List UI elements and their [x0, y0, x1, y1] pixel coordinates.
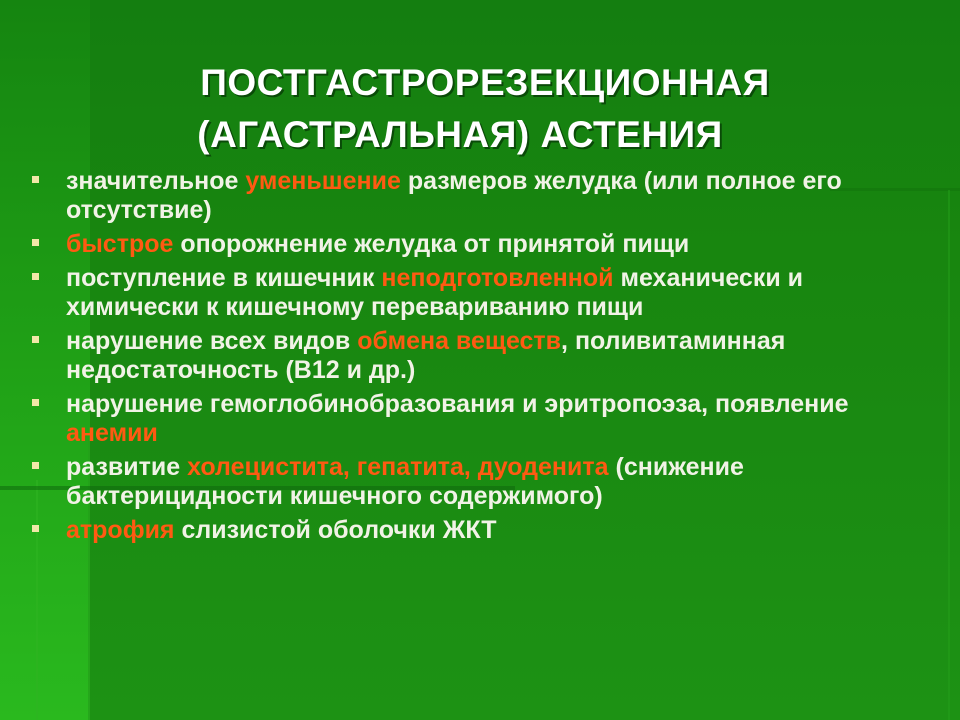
bullet-square-icon [32, 462, 39, 469]
bullet-item [30, 230, 930, 259]
bullet-text: значительное [66, 167, 246, 195]
bullet-text: поступление в кишечник [66, 264, 382, 292]
highlighted-text: атрофия [66, 516, 175, 544]
bullet-square-icon [32, 336, 39, 343]
bullet-text: опорожнение желудка от принятой пищи [173, 230, 690, 258]
bullet-square-icon [32, 176, 39, 183]
highlighted-text: обмена веществ [357, 327, 562, 355]
bullet-text: (снижение бактерицидности кишечного содержимого) [66, 453, 744, 510]
bullet-text: механически и химически к кишечному перевариванию пищи [66, 264, 804, 321]
slide-title-line-2: (АГАСТРАЛЬНАЯ) АСТЕНИЯ [197, 113, 723, 155]
bullet-item [30, 167, 930, 225]
bullet-square-icon [32, 239, 39, 246]
bullet-item [30, 516, 930, 545]
slide-title-line-1: ПОСТГАСТРОРЕЗЕКЦИОННАЯ [200, 61, 770, 103]
bullet-text: слизистой оболочки ЖКТ [174, 516, 497, 544]
bullet-square-icon [32, 273, 39, 280]
decorative-line [948, 190, 950, 720]
highlighted-text: быстрое [66, 230, 174, 258]
highlighted-text: уменьшение [245, 167, 401, 195]
bullet-list [30, 167, 930, 550]
bullet-text: нарушение гемоглобинобразования и эритропоэза, появление [66, 390, 849, 418]
highlighted-text: анемии [66, 419, 158, 447]
bullet-text: , поливитаминная недостаточность (В12 и др.) [66, 327, 786, 384]
highlighted-text: неподготовленной [381, 264, 614, 292]
bullet-text: нарушение всех видов [66, 327, 358, 355]
bullet-text: размеров желудка (или полное его отсутствие) [66, 167, 842, 224]
highlighted-text: холецистита, гепатита, дуоденита [187, 453, 609, 481]
bullet-item [30, 327, 930, 385]
bullet-text: развитие [66, 453, 188, 481]
bullet-item [30, 264, 930, 322]
slide-title [0, 57, 960, 161]
bullet-item [30, 390, 930, 448]
bullet-square-icon [32, 399, 39, 406]
bullet-square-icon [32, 525, 39, 532]
bullet-item [30, 453, 930, 511]
